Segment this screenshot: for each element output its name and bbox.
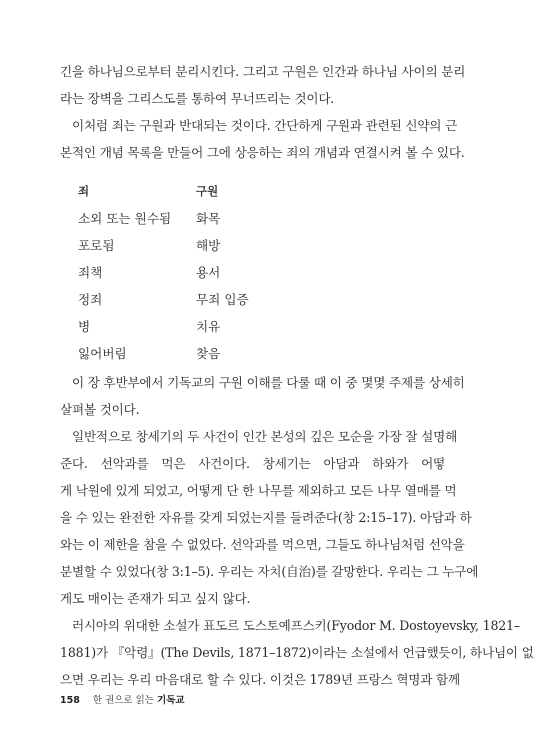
paragraph-5: [60, 612, 534, 693]
table-row: [78, 313, 298, 340]
cell-sin: 죄책: [78, 265, 103, 280]
cell-sin: 소외 또는 원수됨: [78, 211, 172, 226]
text-line: 준다. 선악과를 먹은 사건이다. 창세기는 아담과 하와가 어떻: [60, 456, 445, 471]
paragraph-3: [60, 369, 465, 423]
page-footer: [60, 693, 185, 709]
text-line: 일반적으로 창세기의 두 사건이 인간 본성의 깊은 모순을 가장 잘 설명해: [72, 429, 458, 444]
text-line: 게 낙원에 있게 되었고, 어떻게 단 한 나무를 제외하고 모든 나무 열매를 먹: [60, 483, 457, 498]
paragraph-1: [60, 58, 466, 112]
text-line: 으면 우리는 우리 마음대로 할 수 있다. 이것은 1789년 프랑스 혁명과 함께: [60, 672, 460, 687]
cell-sin: 잃어버림: [78, 346, 127, 361]
book-title-prefix: 한 권으로 읽는: [92, 695, 154, 706]
table-row: [78, 205, 298, 232]
cell-salvation: 찾음: [196, 346, 221, 361]
cell-salvation: 치유: [196, 319, 221, 334]
text-line: 1881)가 『악령』(The Devils, 1871–1872)이라는 소설에서 언급했듯이, 하나님이 없: [60, 645, 534, 660]
sin-salvation-table: [78, 178, 298, 367]
cell-salvation: 화목: [196, 211, 221, 226]
text-line: 본적인 개념 목록을 만들어 그에 상응하는 죄의 개념과 연결시켜 볼 수 있다.: [60, 145, 465, 160]
paragraph-4: [60, 423, 479, 612]
header-salvation: 구원: [196, 184, 219, 198]
cell-sin: 병: [78, 319, 91, 334]
table-header: [78, 178, 298, 205]
text-line: 라는 장벽을 그리스도를 통하여 무너뜨리는 것이다.: [60, 91, 335, 106]
page-number: 158: [60, 695, 80, 706]
cell-salvation: 용서: [196, 265, 221, 280]
text-line: 이 장 후반부에서 기독교의 구원 이해를 다룰 때 이 중 몇몇 주제를 상세히: [72, 375, 465, 390]
text-line: 러시아의 위대한 소설가 표도르 도스토예프스키(Fyodor M. Dostoyevsky, 1821–: [72, 618, 520, 633]
text-line: 살펴볼 것이다.: [60, 402, 140, 417]
text-line: 이처럼 죄는 구원과 반대되는 것이다. 간단하게 구원과 관련된 신약의 근: [72, 118, 458, 133]
paragraph-2: [60, 112, 465, 166]
text-line: 와는 이 제한을 참을 수 없었다. 선악과를 먹으면, 그들도 하나님처럼 선악을: [60, 537, 465, 552]
cell-salvation: 해방: [196, 238, 221, 253]
text-line: 을 수 있는 완전한 자유를 갖게 되었는지를 들려준다(창 2:15–17). 아담과 하: [60, 510, 472, 525]
text-line: 긴을 하나님으로부터 분리시킨다. 그리고 구원은 인간과 하나님 사이의 분리: [60, 64, 466, 79]
cell-salvation: 무죄 입증: [196, 292, 249, 307]
header-sin: 죄: [78, 184, 90, 198]
table-row: [78, 259, 298, 286]
book-title-bold: 기독교: [157, 695, 185, 706]
text-line: 분별할 수 있었다(창 3:1–5). 우리는 자치(自治)를 갈망한다. 우리는 그 누구에: [60, 564, 479, 579]
table-row: [78, 286, 298, 313]
cell-sin: 포로됨: [78, 238, 115, 253]
table-row: [78, 232, 298, 259]
table-row: [78, 340, 298, 367]
text-line: 게도 매이는 존재가 되고 싶지 않다.: [60, 591, 251, 606]
cell-sin: 정죄: [78, 292, 103, 307]
